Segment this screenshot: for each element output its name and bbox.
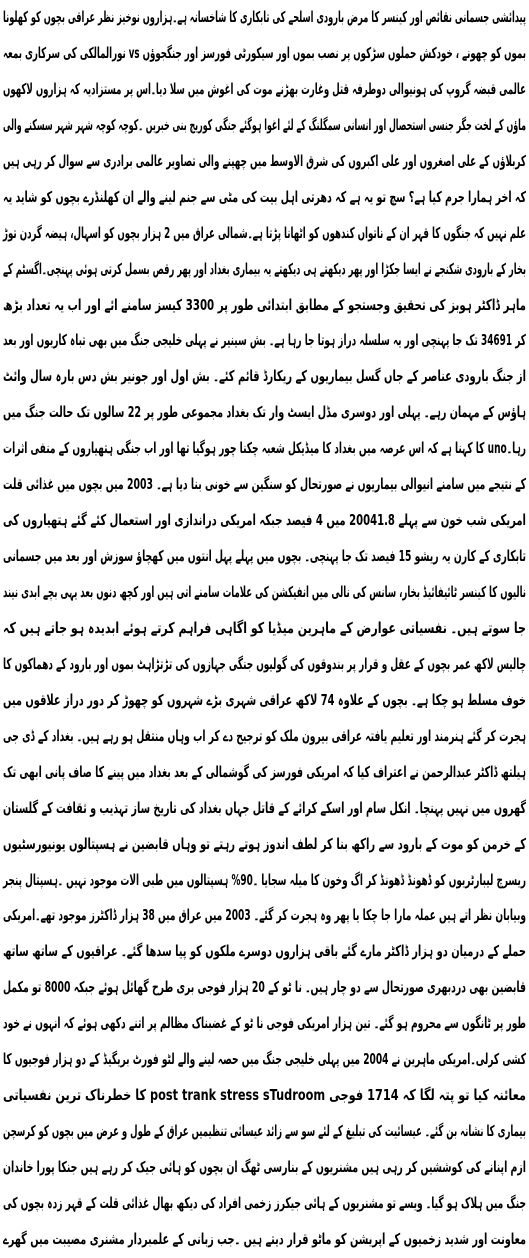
text-line: نالیوں کا کینسر ٹائیفائیڈ بخار، سانس کی نالی میں انفیکشن کی علامات سامنے اتی ہیں اور کچھ دنوں بعد یہی بچے ابدی نیند bbox=[3, 583, 526, 601]
text-line: پیدائشی جسمانی نقائص اور کینسر کا مرض بارودی اسلحے کی تابکاری کا شاخسانہ ہے۔ہزاروں نوخیز نظر عراقی بچوں کو کھلونا bbox=[3, 8, 526, 26]
text-line: رہا۔uno کا کہنا ہے کہ اس عرصہ میں بغداد کا میڈیکل شعبہ چکنا چور ہوگیا تھا اور اب جنگی ہتھیاروں کے منفی اثرات bbox=[3, 439, 526, 458]
text-line: کربلاؤں کے علی اصغروں اور علی اکبروں کی شرق الاوسط میں چھپنے والی تصاویر عالمی برادری سے سوال کر رہی ہیں bbox=[3, 151, 526, 170]
text-line: از جنگ بارودی عناصر کے جاں گسل بیماریوں کے ریکارڈ قائم کئے۔ بش اول اور جونیر بش دس بارہ سال وائٹ bbox=[3, 367, 526, 386]
text-line: کہ اخر ہمارا جرم کیا ہے؟ سچ تو یہ ہے کہ دھرتی اہل بیت کی مٹی سے جنم لینے والے ان کھلنڈرے بچوں کو شاید یہ bbox=[3, 187, 526, 206]
text-line: جا سوتے ہیں۔ نفسیاتی عوارض کے ماہرین میڈیا کو اگاہی فراہم کرتے ہوئے ابدیدہ ہو جاتے ہیں کہ bbox=[3, 618, 526, 637]
text-line: گھروں میں نہیں پہنچا۔ انکل سام اور اسکے کرائے کے قاتل جہاں بغداد کی تاریخ ساز تہذیب و ثقافت کے گلستان bbox=[3, 798, 526, 817]
text-line: ہجرت کر گئے ہنرمند اور تعلیم یافتہ عراقی بیرون ملک کو ترجیح دے کر اب وہاں منتقل ہو رہے ہیں۔ بغداد کے ڈی جی bbox=[3, 726, 526, 745]
text-line: جنگ میں ہلاک ہو گیا۔ ویسے تو مشنریوں کے ہائی جیکرز زخمی افراد کی دیکھ بھال غذائی قلت کے قہر زدہ بچوں کی bbox=[3, 1193, 526, 1212]
text-line: عالمی قبضہ گروپ کی ہونیوالی دوطرفہ قتل وغارت بھڑنے موت کی اغوش میں سلا دیا۔اس پر مستزادیہ کہ ہزاروں لاکھوں bbox=[3, 79, 526, 98]
text-line: ریسرچ لیبارٹریوں کو ڈھونڈ ڈھونڈ کر اگ وخون کا میلہ سجایا ۔90% ہسپتالوں میں طبی الات موجود نہیں ۔ہسپتال پنجر bbox=[3, 870, 527, 889]
text-line: علم نہیں کہ جنگوں کا قہر ان کے ناتواں کندھوں کو اٹھانا پڑتا ہے۔شمالی عراق میں 2 ہزار بچوں کو اسہال، ہیضہ گردن توڑ bbox=[3, 223, 526, 242]
text-line: خوف مسلط ہو چکا ہے۔ بچوں کے علاوہ 74 لاکھ عراقی شہری بڑے شہروں کو چھوڑ کر دور دراز علاقوں میں bbox=[3, 690, 526, 709]
text-line: کے خرمن کو موت کے بارود سے راکھ بنا کر لطف اندوز ہوتے رہتے تو وہاں قابضین نے ہسپتالوں یونیورسٹیوں bbox=[3, 834, 526, 853]
text-line: ماہر ڈاکٹر ہوبز کی تحقیق وجستجو کے مطابق ابتدائی طور پر 3300 کیسز سامنے ائے اور اب یہ تعداد بڑھ bbox=[3, 295, 526, 314]
text-line: طور پر ٹانگوں سے محروم ہو گئے۔ تین ہزار امریکی فوجی نا ٹو کے غضبناک مظالم پر اتنے دکھی ہوئے کہ انہوں نے خود bbox=[3, 1014, 526, 1033]
text-line: ہاؤس کے مہمان رہے۔ پہلی اور دوسری مڈل ایسٹ وار تک بغداد مجموعی طور پر 22 سالوں تک حالت جنگ میں bbox=[3, 403, 526, 422]
text-line: بخار کے بارودی شکنجے نے ایسا جکڑا اور پھر دیکھتے ہی دیکھتے یہ بیماری بغداد اور پھر رقص بسمل کرتی ہوئی پہنچی۔اگسٹم کے bbox=[3, 259, 526, 278]
text-line: کے نتیجے میں سامنے انیوالی بیماریوں نے صورتحال کو سنگین سے خونی بنا دیا ہے۔ 2003 میں بچوں میں غذائی قلت bbox=[3, 475, 527, 494]
text-line: امریکی شب خون سے پہلے 20041.8 میں 4 فیصد جبکہ امریکی دراندازی اور استعمال کئے گئے ہتھیاروں کی bbox=[3, 511, 526, 530]
text-line: تابکاری کے کارن یہ ریشو 15 فیصد تک جا پہنچی۔ بچوں میں پہلے پہل انتوں میں کھچاؤ سوزش اور بعد میں جسمانی bbox=[3, 547, 526, 566]
text-line: معاونت اور شدید زخمیوں کے اپریشن کو ماٹو قرار دیتے ہیں ۔جب زبانی کے علمبردار مشنری مصیبت میں گھرے bbox=[3, 1229, 526, 1248]
text-line: بیماری کا نشانہ بن گئے۔ عیسائیت کی تبلیغ کے لئے سو سے زائد عیسائی تنظیمیں عراق کے طول و عرض میں بچوں کو کرسچن bbox=[3, 1122, 526, 1141]
text-line: بموں کو چھونے ، خودکش حملوں سڑکوں پر نصب بموں اور سیکورٹی فورسز اور جنگجوؤں vs نورالمالکی کی سرکاری بمعہ bbox=[3, 43, 526, 62]
text-line: وبیابان نظر اتے ہیں عملہ مارا جا چکا یا پھر وہ ہجرت کر گئے۔ 2003 میں عراق میں 38 ہزار ڈاکٹرز موجود تھے۔امریکی bbox=[3, 906, 527, 925]
text-line: ہیلتھ ڈاکٹر عبدالرحمن نے اعتراف کیا کہ امریکی فورسز کی گوشمالی کے بعد بغداد میں پینے کا صاف پانی ابھی تک bbox=[3, 762, 526, 781]
text-line: ماؤں کے لخت جگر جنسی استحصال اور انسانی سمگلنگ کے لئے اغوا ہوگئے جنگی کوریج بنی خبریں ۔کوچہ کوچہ شہر شہر سسکنے والی bbox=[3, 115, 526, 134]
text-line: حملے کے درمیان دو ہزار ڈاکٹر مارے گئے باقی ہزاروں دوسرے ملکوں کو پیا سدھا گئے۔ عراقیوں کے ساتھ ساتھ bbox=[3, 942, 526, 961]
text-line: معائنہ کیا تو پتہ لگا کہ 1714 فوجی post trank stress sTudroom کا خطرناک ترین نفسیاتی bbox=[3, 1086, 526, 1105]
text-line: قابضین بھی دردبھری صورتحال سے دو چار ہیں۔ نا ٹو کے 20 ہزار فوجی بری طرح گھائل ہوئے جبکہ 8000 تو مکمل bbox=[3, 978, 526, 997]
text-line: ازم اپنانے کی کوششیں کر رہی ہیں مشنریوں کے بنارسی ٹھگ ان بچوں کو ہائی جیک کر رہے ہیں جنکا پورا خاندان bbox=[3, 1158, 526, 1176]
text-line: چالیس لاکھ عمر بچوں کے عقل و قرار پر بندوقوں کی گولیوں جنگی جہازوں کی تڑتڑاہٹ بموں اور بارود کے دھماکوں کا bbox=[3, 654, 526, 673]
text-line: کر 34691 تک جا پہنچی اور یہ سلسلہ دراز ہوتا جا رہا ہے۔ بش سینیر نے پہلی خلیجی جنگ میں بھی تباہ کاریوں اور بعد bbox=[3, 331, 526, 350]
text-line: کشی کرلی۔امریکی ماہرین نے 2004 میں پہلی خلیجی جنگ میں حصہ لینے والے لٹو فورٹ بریگیڈ کے دو ہزار فوجیوں کا bbox=[3, 1050, 526, 1069]
